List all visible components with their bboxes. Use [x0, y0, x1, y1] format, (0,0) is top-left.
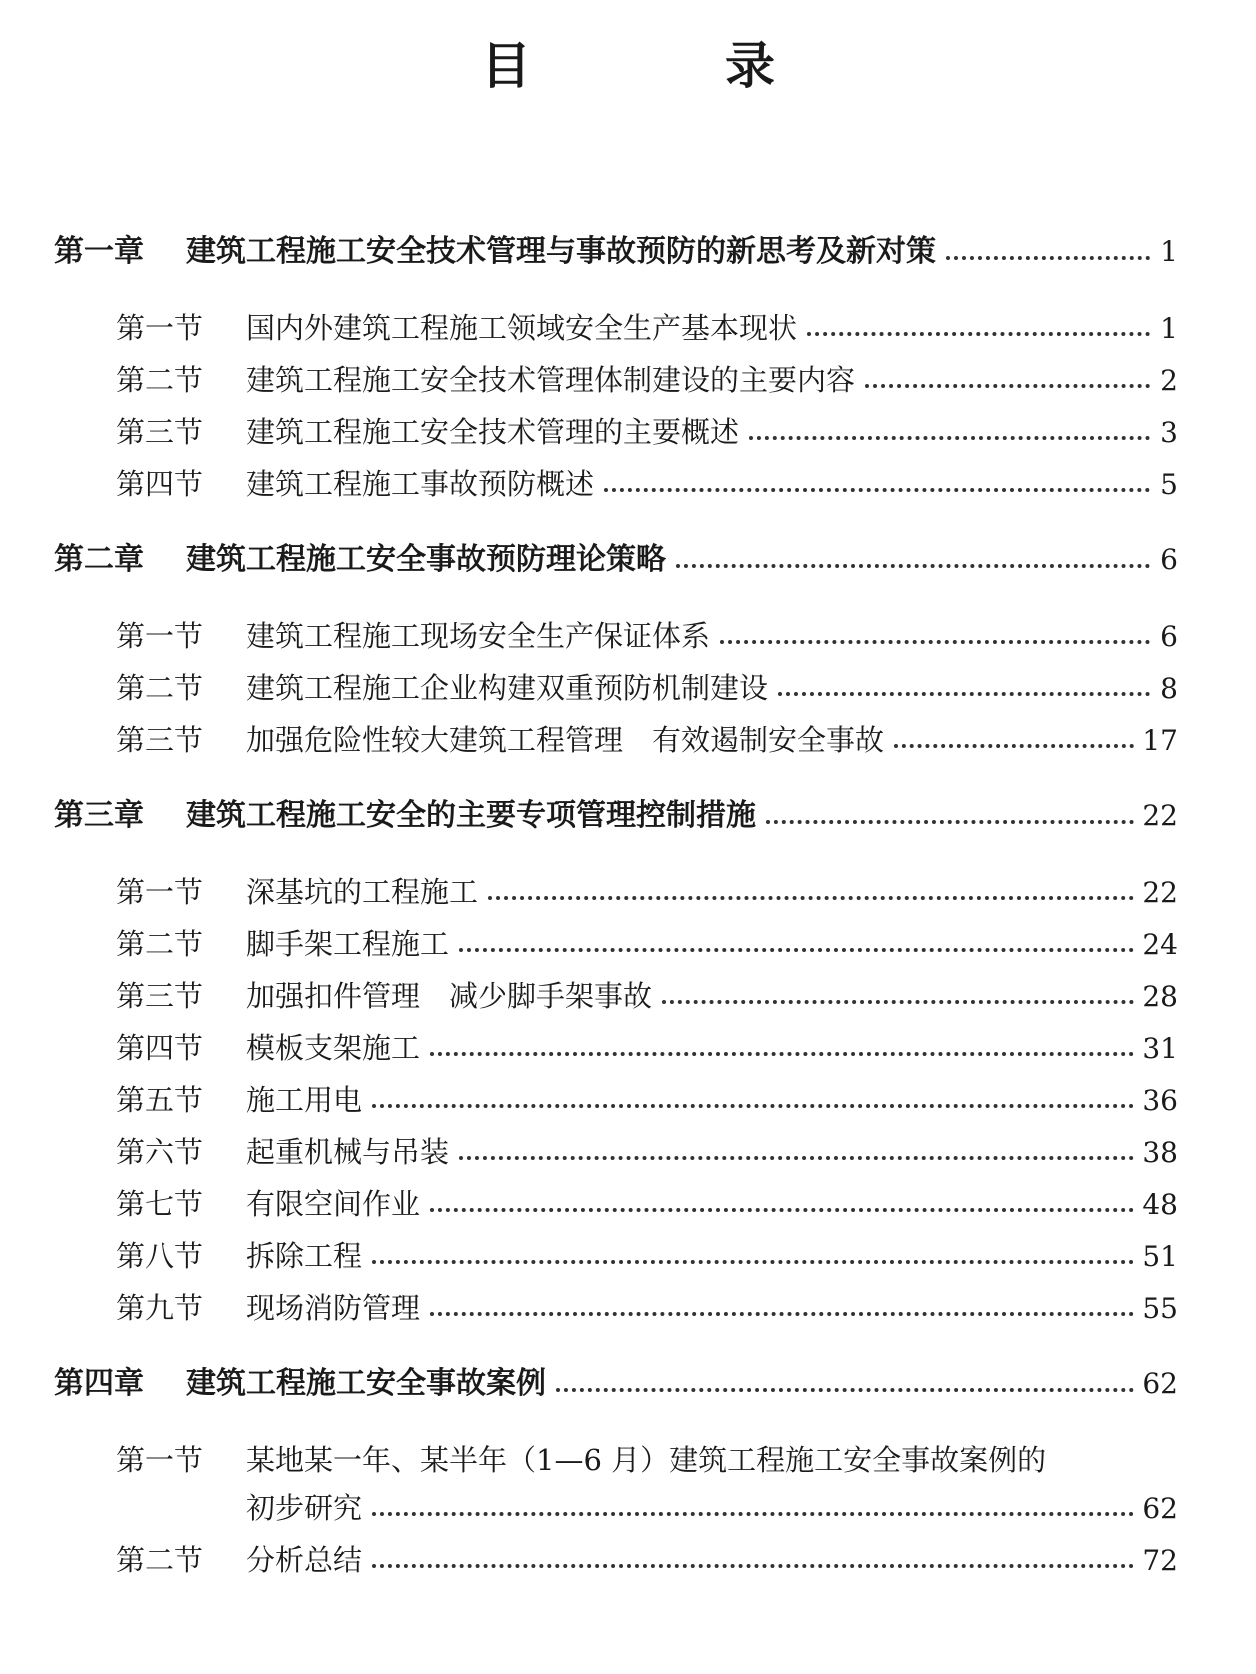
- section-number: 第一节: [116, 311, 204, 345]
- toc-section-3-3[interactable]: [54, 978, 1178, 1014]
- toc-section-1-3[interactable]: [54, 414, 1178, 450]
- dot-leader: [430, 1052, 1134, 1056]
- chapter-number: 第三章: [54, 798, 144, 833]
- toc-chapter-1[interactable]: [54, 234, 1178, 270]
- chapter-title: 建筑工程施工安全技术管理与事故预防的新思考及新对策: [186, 234, 936, 269]
- section-title-continued: 初步研究: [246, 1491, 363, 1525]
- section-number: 第三节: [116, 979, 204, 1013]
- dot-leader: [430, 1312, 1134, 1316]
- page-number: 28: [1142, 980, 1178, 1013]
- section-number: 第二节: [116, 927, 204, 961]
- chapter-title: 建筑工程施工安全的主要专项管理控制措施: [186, 798, 756, 833]
- page-number: 5: [1160, 468, 1178, 501]
- toc-chapter-4[interactable]: [54, 1366, 1178, 1402]
- toc-section-2-1[interactable]: [54, 618, 1178, 654]
- section-title: 建筑工程施工事故预防概述: [246, 467, 595, 501]
- toc-chapter-2[interactable]: [54, 542, 1178, 578]
- section-title: 加强扣件管理 减少脚手架事故: [246, 979, 653, 1013]
- toc-section-3-4[interactable]: [54, 1030, 1178, 1066]
- page-number: 38: [1142, 1136, 1178, 1169]
- section-number: 第二节: [116, 363, 204, 397]
- dot-leader: [749, 436, 1150, 440]
- toc-section-4-1-continued[interactable]: [54, 1490, 1178, 1526]
- page-number: 62: [1142, 1367, 1178, 1400]
- toc-section-3-8[interactable]: [54, 1238, 1178, 1274]
- section-title: 分析总结: [246, 1543, 363, 1577]
- dot-leader: [372, 1260, 1134, 1264]
- section-title: 建筑工程施工企业构建双重预防机制建设: [246, 671, 769, 705]
- page-number: 72: [1142, 1544, 1178, 1577]
- toc-section-1-4[interactable]: [54, 466, 1178, 502]
- toc-chapter-3[interactable]: [54, 798, 1178, 834]
- section-title: 深基坑的工程施工: [246, 875, 479, 909]
- page-number: 22: [1142, 799, 1178, 832]
- section-number: 第二节: [116, 671, 204, 705]
- section-number: 第一节: [116, 1443, 204, 1477]
- section-title: 脚手架工程施工: [246, 927, 450, 961]
- dot-leader: [459, 1156, 1134, 1160]
- chapter-number: 第四章: [54, 1366, 144, 1401]
- page-number: 31: [1142, 1032, 1178, 1065]
- toc-section-3-9[interactable]: [54, 1290, 1178, 1326]
- section-title: 建筑工程施工安全技术管理体制建设的主要内容: [246, 363, 856, 397]
- section-number: 第四节: [116, 467, 204, 501]
- dot-leader: [372, 1104, 1134, 1108]
- page-number: 1: [1160, 235, 1178, 268]
- section-number: 第六节: [116, 1135, 204, 1169]
- section-title: 有限空间作业: [246, 1187, 421, 1221]
- section-title: 建筑工程施工现场安全生产保证体系: [246, 619, 711, 653]
- toc-section-3-7[interactable]: [54, 1186, 1178, 1222]
- section-number: 第一节: [116, 619, 204, 653]
- dot-leader: [488, 896, 1134, 900]
- dot-leader: [766, 820, 1134, 824]
- page-number: 2: [1160, 364, 1178, 397]
- toc-section-3-1[interactable]: [54, 874, 1178, 910]
- dot-leader: [430, 1208, 1134, 1212]
- dot-leader: [865, 384, 1150, 388]
- dot-leader: [372, 1564, 1134, 1568]
- dot-leader: [604, 488, 1150, 492]
- dot-leader: [778, 692, 1150, 696]
- page-number: 48: [1142, 1188, 1178, 1221]
- page-number: 8: [1160, 672, 1178, 705]
- page-number: 24: [1142, 928, 1178, 961]
- dot-leader: [662, 1000, 1134, 1004]
- toc-section-2-3[interactable]: [54, 722, 1178, 758]
- toc-section-4-1[interactable]: [54, 1442, 1178, 1478]
- section-number: 第四节: [116, 1031, 204, 1065]
- table-of-contents: [54, 234, 1178, 1594]
- section-title: 国内外建筑工程施工领域安全生产基本现状: [246, 311, 798, 345]
- page-number: 62: [1142, 1492, 1178, 1525]
- section-title: 施工用电: [246, 1083, 363, 1117]
- dot-leader: [894, 744, 1134, 748]
- dot-leader: [676, 564, 1150, 568]
- chapter-title: 建筑工程施工安全事故案例: [186, 1366, 546, 1401]
- dot-leader: [946, 256, 1150, 260]
- section-number: 第九节: [116, 1291, 204, 1325]
- page-number: 55: [1142, 1292, 1178, 1325]
- chapter-number: 第二章: [54, 542, 144, 577]
- page-number: 17: [1142, 724, 1178, 757]
- toc-section-3-6[interactable]: [54, 1134, 1178, 1170]
- section-number: 第二节: [116, 1543, 204, 1577]
- section-title: 建筑工程施工安全技术管理的主要概述: [246, 415, 740, 449]
- toc-section-3-2[interactable]: [54, 926, 1178, 962]
- section-title: 模板支架施工: [246, 1031, 421, 1065]
- page-number: 51: [1142, 1240, 1178, 1273]
- section-number: 第一节: [116, 875, 204, 909]
- page-number: 6: [1160, 543, 1178, 576]
- section-number: 第五节: [116, 1083, 204, 1117]
- page-number: 6: [1160, 620, 1178, 653]
- dot-leader: [459, 948, 1134, 952]
- section-title: 某地某一年、某半年（1—6 月）建筑工程施工安全事故案例的: [246, 1443, 1047, 1477]
- section-title: 现场消防管理: [246, 1291, 421, 1325]
- chapter-title: 建筑工程施工安全事故预防理论策略: [186, 542, 666, 577]
- dot-leader: [372, 1512, 1134, 1516]
- toc-section-1-2[interactable]: [54, 362, 1178, 398]
- toc-section-3-5[interactable]: [54, 1082, 1178, 1118]
- dot-leader: [807, 332, 1150, 336]
- dot-leader: [720, 640, 1150, 644]
- section-number: 第三节: [116, 723, 204, 757]
- dot-leader: [556, 1388, 1134, 1392]
- chapter-number: 第一章: [54, 234, 144, 269]
- section-number: 第三节: [116, 415, 204, 449]
- section-title: 加强危险性较大建筑工程管理 有效遏制安全事故: [246, 723, 885, 757]
- page-number: 22: [1142, 876, 1178, 909]
- section-title: 起重机械与吊装: [246, 1135, 450, 1169]
- section-title: 拆除工程: [246, 1239, 363, 1273]
- toc-section-2-2[interactable]: [54, 670, 1178, 706]
- toc-heading: 目 录: [481, 36, 847, 95]
- toc-section-4-2[interactable]: [54, 1542, 1178, 1578]
- page-number: 3: [1160, 416, 1178, 449]
- section-number: 第七节: [116, 1187, 204, 1221]
- toc-section-1-1[interactable]: [54, 310, 1178, 346]
- page-number: 1: [1160, 312, 1178, 345]
- section-number: 第八节: [116, 1239, 204, 1273]
- page-number: 36: [1142, 1084, 1178, 1117]
